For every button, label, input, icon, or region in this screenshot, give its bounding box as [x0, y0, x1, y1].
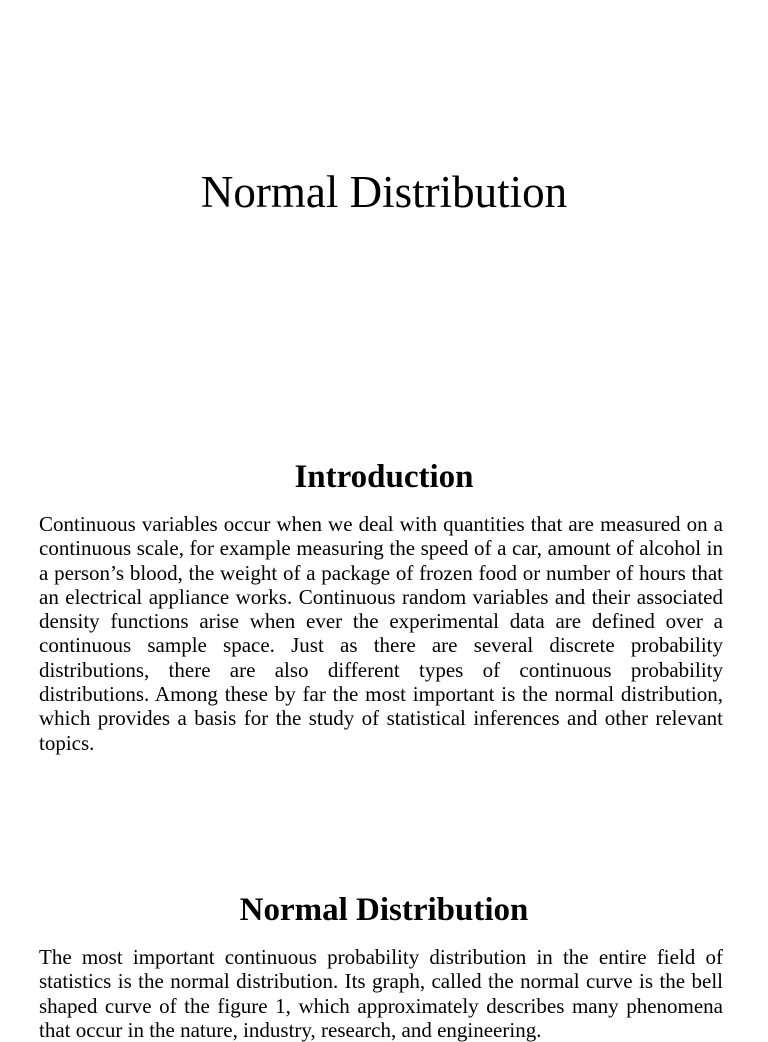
normal-distribution-paragraph: The most important continuous probability distribution in the entire field of statistics is the normal distribution. Its graph, called the normal curve is the bell shaped curve of the figure 1, which approximately describes many phenomena that occur in the nature, industry, research, and engineering. — [39, 945, 723, 1042]
introduction-paragraph: Continuous variables occur when we deal with quantities that are measured on a continuous scale, for example measuring the speed of a car, amount of alcohol in a person’s blood, the weight of a package of frozen food or number of hours that an electrical appliance works. Continuous random variables and their associated density functions arise when ever the experimental data are defined over a continuous sample space. Just as there are several discrete probability distributions, there are also different types of continuous probability distributions. Among these by far the most important is the normal distribution, which provides a basis for the study of statistical inferences and other relevant topics. — [39, 512, 723, 755]
section-heading-normal-distribution: Normal Distribution — [239, 892, 529, 928]
page-title: Normal Distribution — [200, 167, 568, 217]
section-heading-introduction: Introduction — [294, 459, 474, 495]
